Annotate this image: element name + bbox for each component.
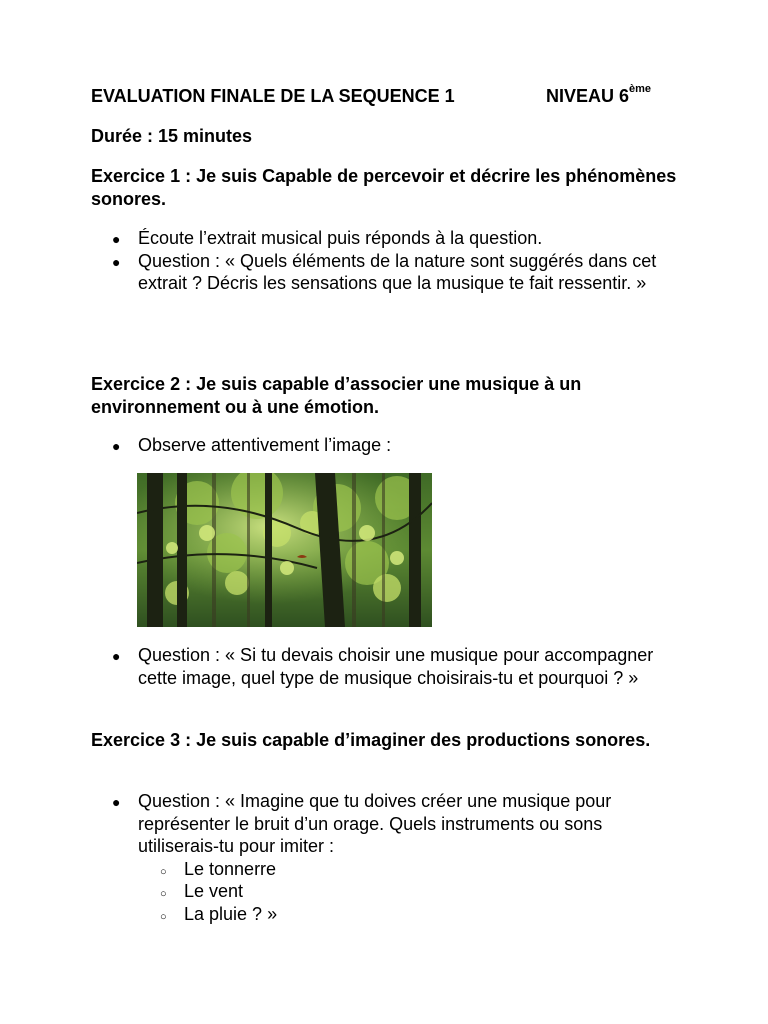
list-item-text: Écoute l’extrait musical puis réponds à la question. <box>138 228 543 248</box>
exercise-1-list <box>112 227 682 295</box>
sub-item-text: Le vent <box>184 881 244 901</box>
document-header <box>91 83 652 107</box>
sub-list <box>138 858 682 926</box>
sub-list-item <box>138 903 682 926</box>
bullet-dot-icon: ● <box>112 648 121 664</box>
sub-item-text: Le tonnerre <box>184 858 277 879</box>
list-item-text: Question : « Si tu devais choisir une musique pour accompagner cette image, quel type de musique choisirais-tu et pourquoi ? » <box>138 645 654 688</box>
level-superscript: ème <box>629 83 652 95</box>
sub-list-item <box>138 880 682 903</box>
level-text: NIVEAU 6 <box>546 86 630 106</box>
exercise-2-title: Exercice 2 : Je suis capable d’associer une musique à un environnement ou à une émotion. <box>91 374 582 417</box>
hollow-circle-icon: ○ <box>160 888 167 900</box>
sub-item-text: La pluie ? » <box>184 903 278 924</box>
forest-image <box>137 473 432 627</box>
list-item-text: Observe attentivement l’image : <box>138 435 392 455</box>
list-item <box>112 790 682 925</box>
exercise-2-list-observe <box>112 434 682 457</box>
document-title: EVALUATION FINALE DE LA SEQUENCE 1 <box>91 86 455 106</box>
list-item-text: Question : « Imagine que tu doives créer une musique pour représenter le bruit d’un orage. Quels instruments ou sons utiliserais-tu pour imiter : <box>138 791 612 856</box>
list-item <box>112 250 682 295</box>
bullet-dot-icon: ● <box>112 438 121 454</box>
bullet-dot-icon: ● <box>112 231 121 247</box>
hollow-circle-icon: ○ <box>160 865 167 878</box>
bullet-dot-icon: ● <box>112 253 121 270</box>
list-item <box>112 644 682 689</box>
exercise-3-title: Exercice 3 : Je suis capable d’imaginer des productions sonores. <box>91 730 651 750</box>
list-item <box>112 227 682 250</box>
duration: Durée : 15 minutes <box>91 126 253 146</box>
exercise-3-list <box>112 790 682 925</box>
bullet-dot-icon: ● <box>112 794 121 810</box>
exercise-1-title: Exercice 1 : Je suis Capable de percevoir et décrire les phénomènes sonores. <box>91 166 677 209</box>
list-item <box>112 434 682 457</box>
sub-list-item <box>138 858 682 881</box>
list-item-text: Question : « Quels éléments de la nature sont suggérés dans cet extrait ? Décris les sensations que la musique te fait ressentir. » <box>138 250 657 293</box>
hollow-circle-icon: ○ <box>160 910 167 923</box>
exercise-2-list-question <box>112 644 682 689</box>
level-label <box>546 83 652 107</box>
